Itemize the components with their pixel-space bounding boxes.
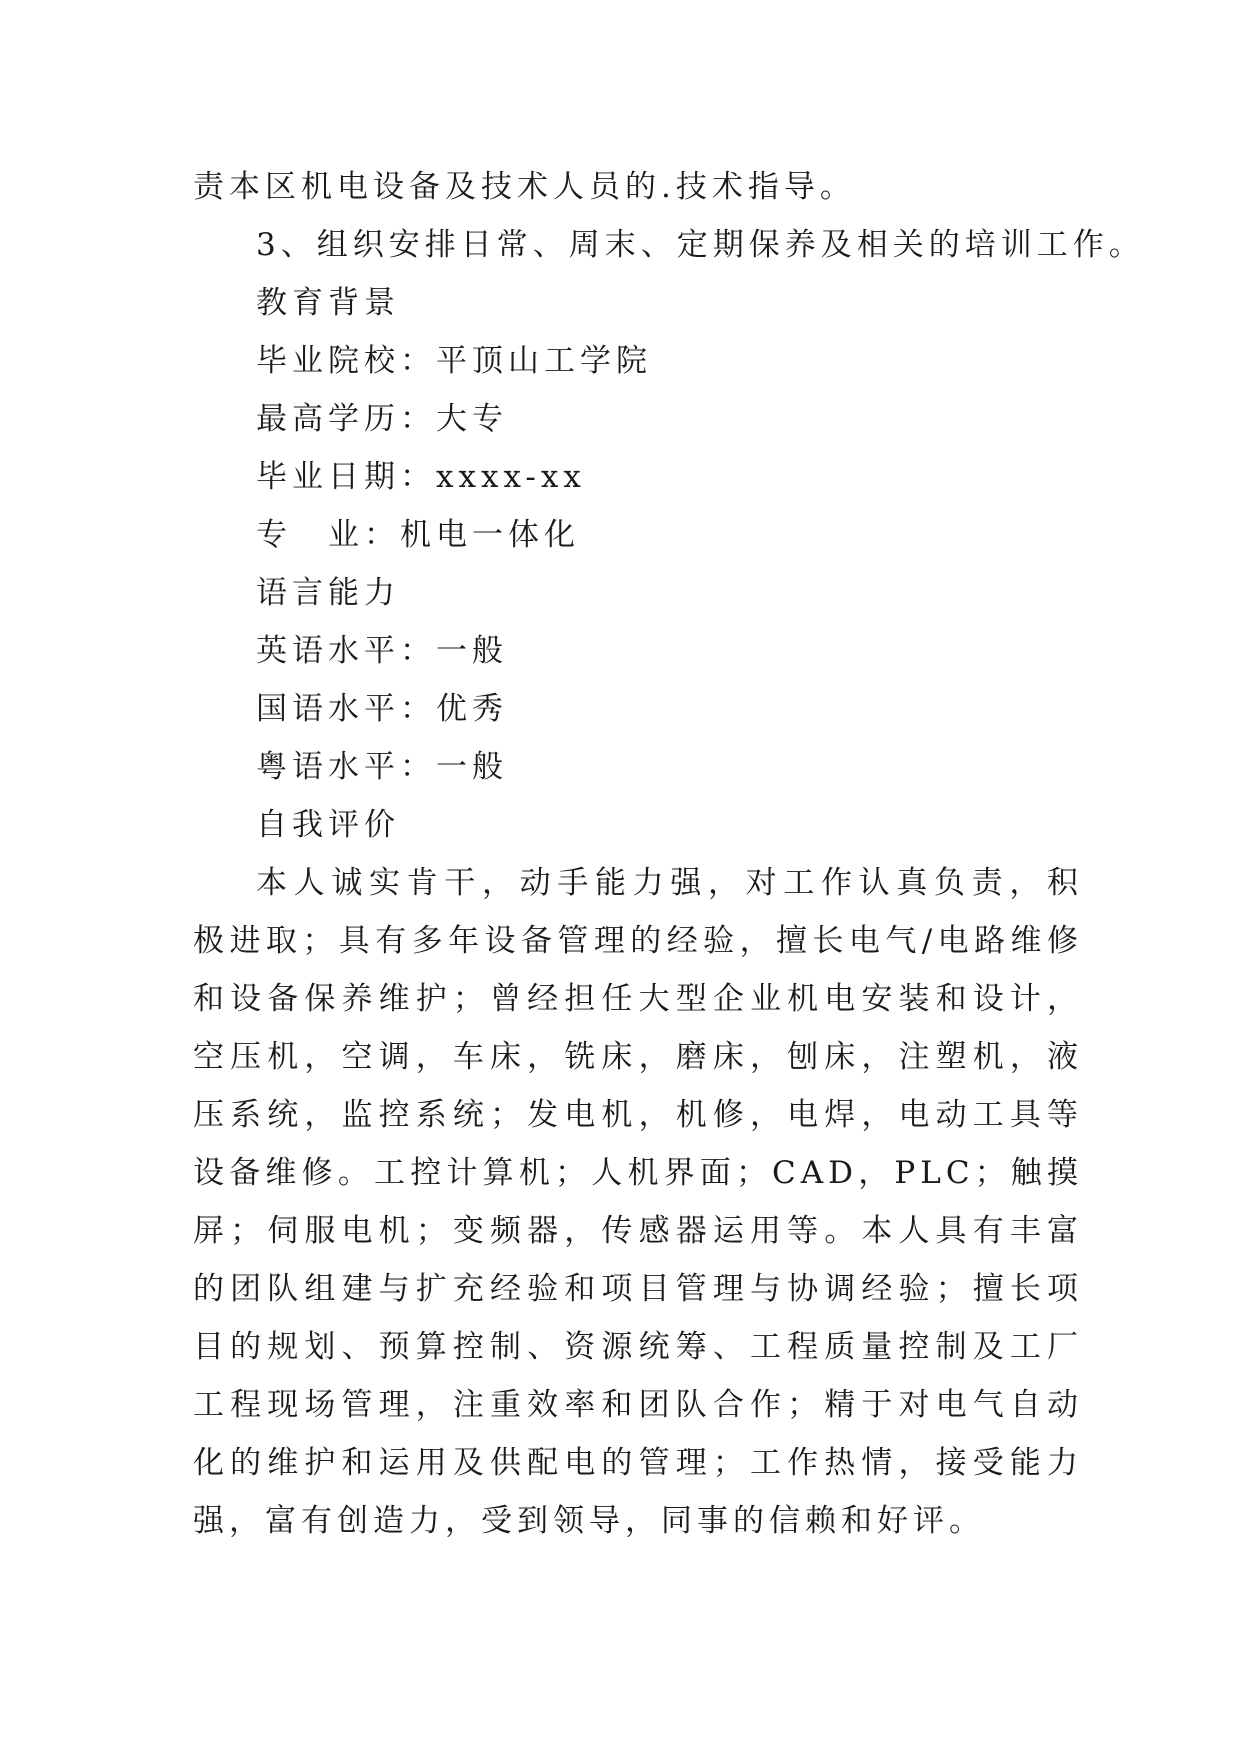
graduation-date: 毕业日期：xxxx-xx [256,459,586,495]
education-heading: 教育背景 [256,285,400,321]
highest-degree: 最高学历：大专 [256,401,508,437]
self-evaluation-paragraph: 本人诚实肯干，动手能力强，对工作认真负责，积极进取；具有多年设备管理的经验，擅长电气/电路维修和设备保养维护；曾经担任大型企业机电安装和设计，空压机，空调，车床，铣床，磨床，刨床，注塑机，液压系统，监控系统；发电机，机修，电焊，电动工具等设备维修。工控计算机；人机界面；CAD，PLC；触摸屏；伺服电机；变频器，传感器运用等。本人具有丰富的团队组建与扩充经验和项目管理与协调经验；擅长项目的规划、预算控制、资源统筹、工程质量控制及工厂工程现场管理，注重效率和团队合作；精于对电气自动化的维护和运用及供配电的管理；工作热情，接受能力强，富有创造力，受到领导，同事的信赖和好评。 [193,865,1083,1539]
self-evaluation-heading: 自我评价 [256,807,400,843]
graduation-school: 毕业院校：平顶山工学院 [256,343,652,379]
mandarin-level: 国语水平：优秀 [256,691,508,727]
continued-line: 责本区机电设备及技术人员的.技术指导。 [193,169,856,205]
english-level: 英语水平：一般 [256,633,508,669]
cantonese-level: 粤语水平：一般 [256,749,508,785]
major: 专 业：机电一体化 [256,517,580,553]
language-heading: 语言能力 [256,575,400,611]
duty-item-3: 3、组织安排日常、周末、定期保养及相关的培训工作。 [256,227,1145,263]
document-body [193,158,1145,1550]
